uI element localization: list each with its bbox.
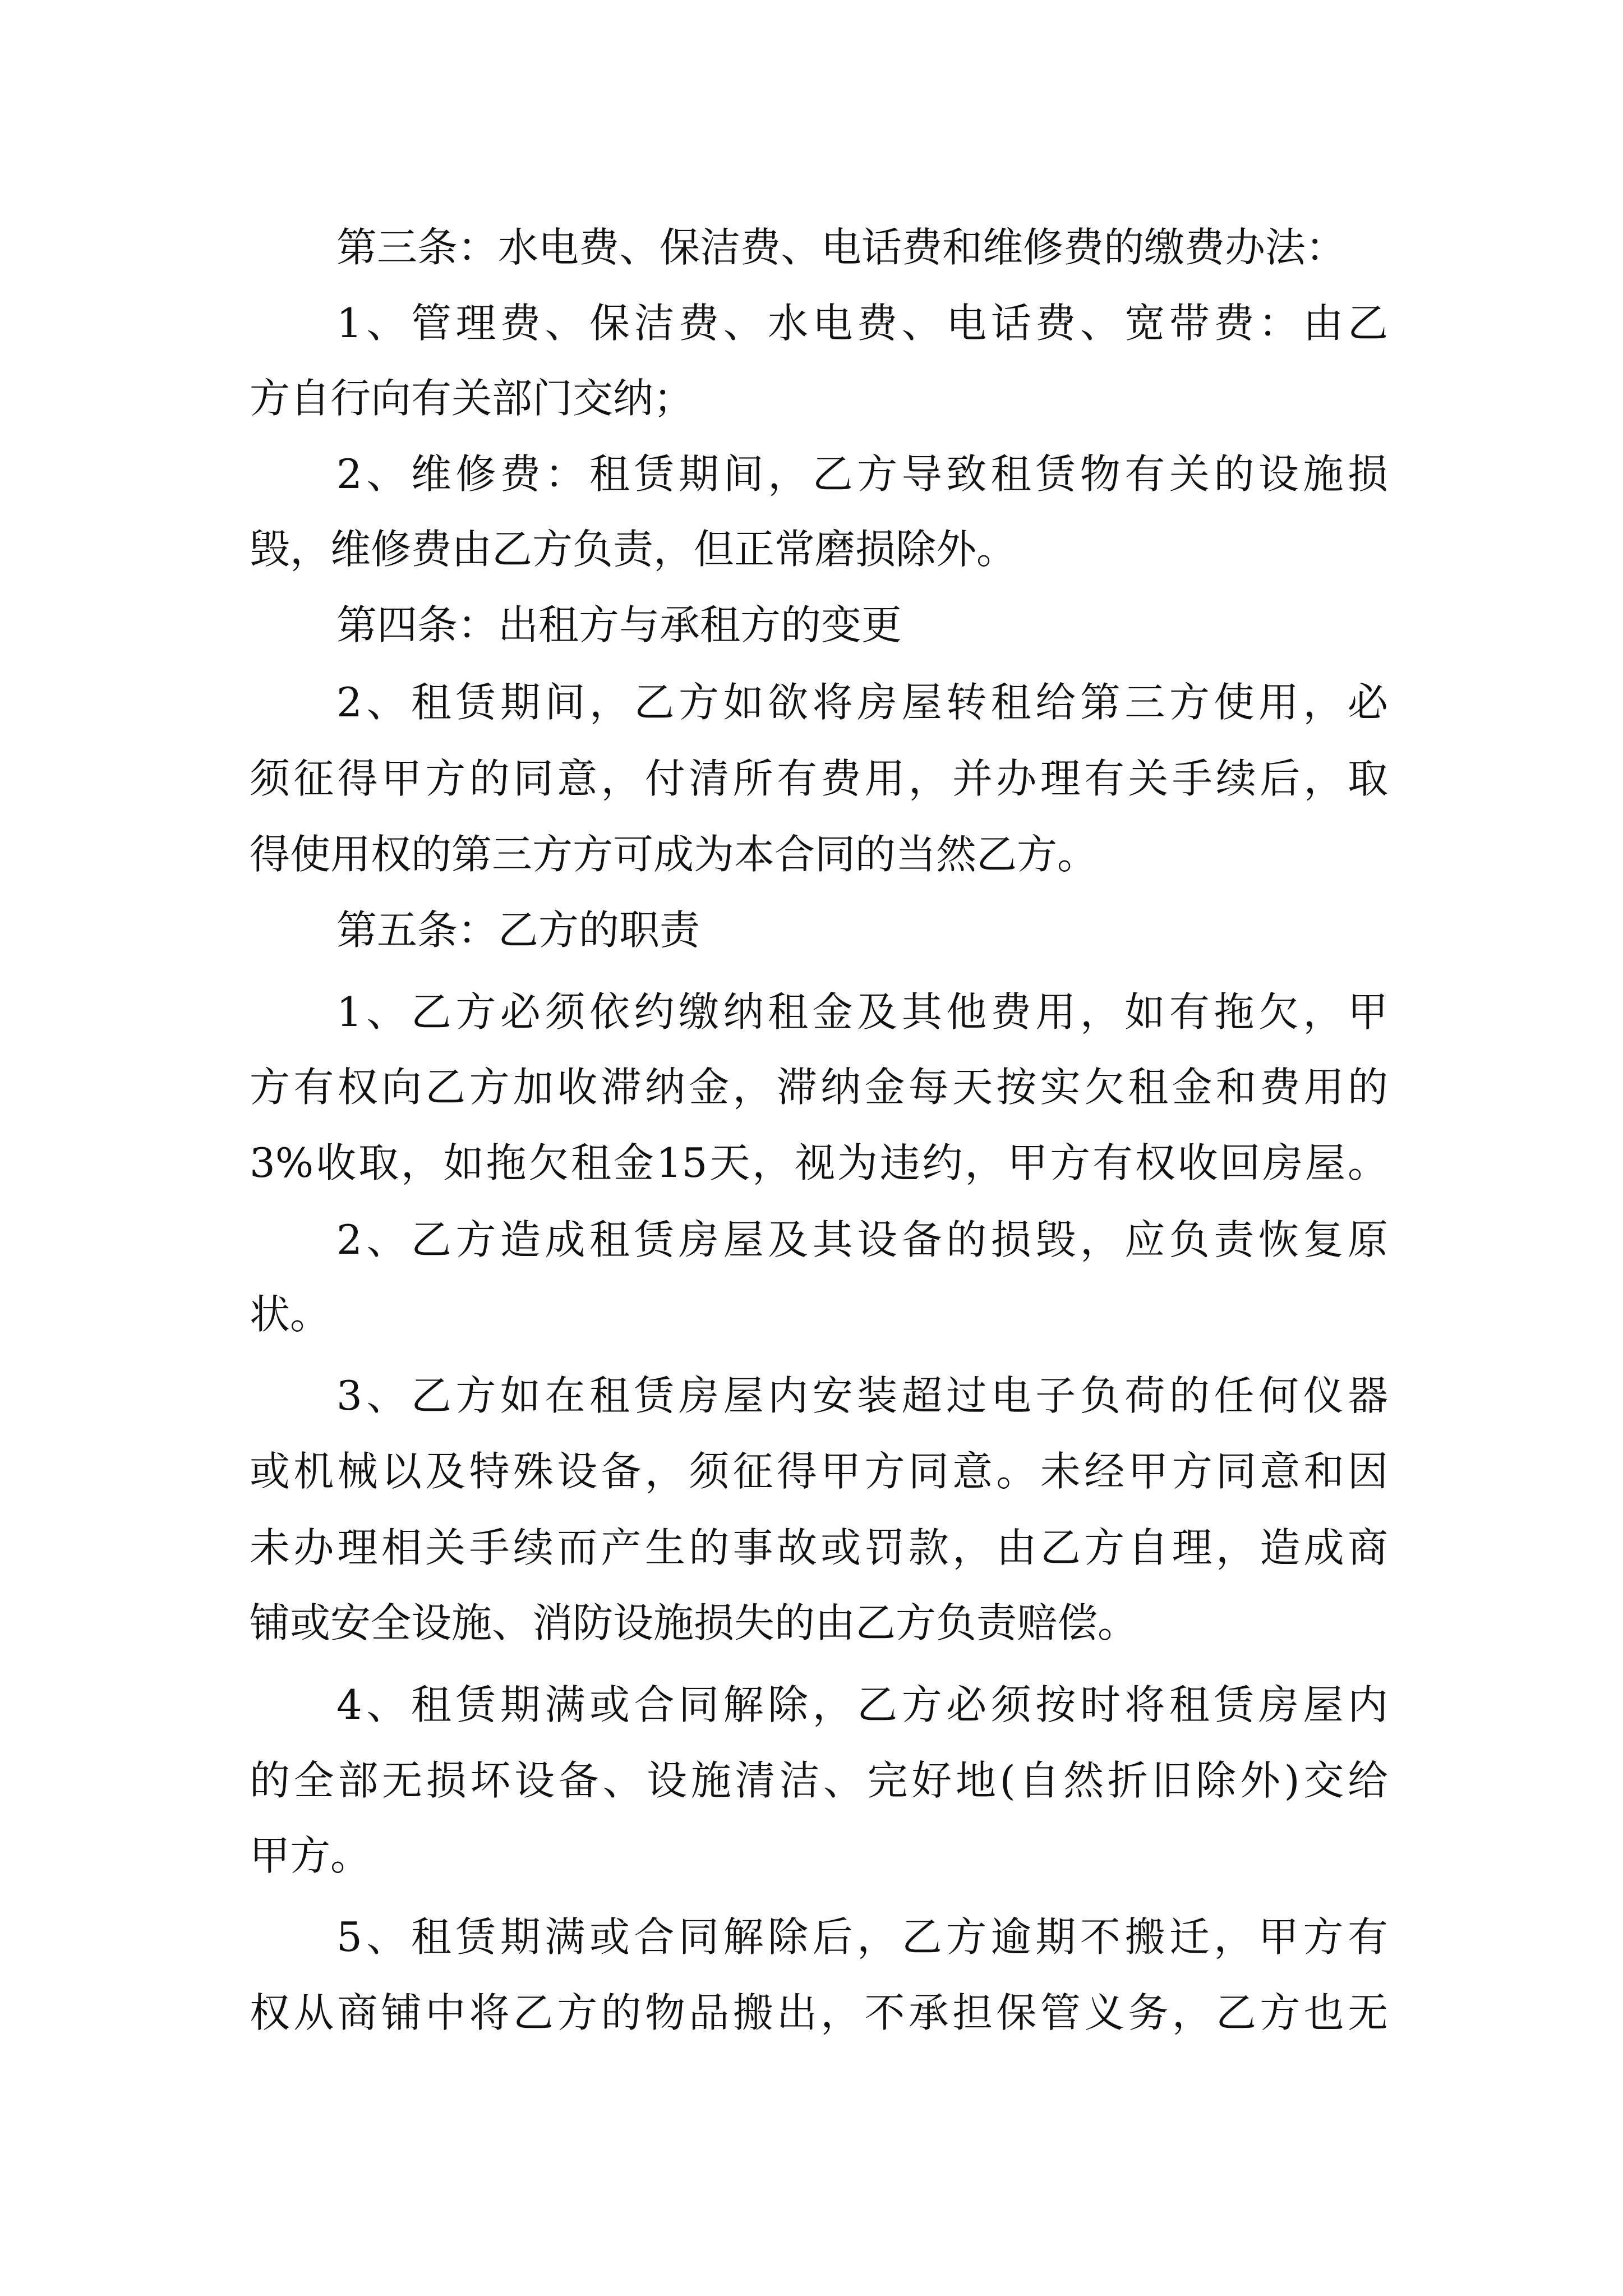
text-line: 方自行向有关部门交纳； [250, 375, 694, 422]
text-line: 毁，维修费由乙方负责，但正常磨损除外。 [250, 526, 1017, 573]
article-4-heading: 第四条：出租方与承租方的变更 [336, 601, 902, 648]
text-line: 3、乙方如在租赁房屋内安装超过电子负荷的任何仪器 [336, 1372, 1388, 1419]
text-line: 的全部无损坏设备、设施清洁、完好地(自然折旧除外)交给 [250, 1757, 1388, 1804]
text-line: 甲方。 [250, 1832, 371, 1879]
text-line: 未办理相关手续而产生的事故或罚款，由乙方自理，造成商 [250, 1524, 1388, 1571]
text-line: 铺或安全设施、消防设施损失的由乙方负责赔偿。 [250, 1599, 1138, 1646]
text-line: 状。 [250, 1291, 331, 1338]
text-line: 2、维修费：租赁期间，乙方导致租赁物有关的设施损 [336, 450, 1388, 498]
text-line: 5、租赁期满或合同解除后，乙方逾期不搬迁，甲方有 [336, 1913, 1388, 1961]
text-line: 3%收取，如拖欠租金15天，视为违约，甲方有权收回房屋。 [250, 1139, 1388, 1186]
text-line: 得使用权的第三方方可成为本合同的当然乙方。 [250, 831, 1098, 878]
text-line: 1、管理费、保洁费、水电费、电话费、宽带费：由乙 [336, 300, 1388, 347]
text-line: 4、租赁期满或合同解除，乙方必须按时将租赁房屋内 [336, 1681, 1388, 1728]
text-line: 权从商铺中将乙方的物品搬出，不承担保管义务，乙方也无 [250, 1989, 1388, 2036]
text-line: 方有权向乙方加收滞纳金，滞纳金每天按实欠租金和费用的 [250, 1064, 1388, 1111]
article-3-heading: 第三条：水电费、保洁费、电话费和维修费的缴费办法： [336, 224, 1347, 271]
text-line: 1、乙方必须依约缴纳租金及其他费用，如有拖欠，甲 [336, 988, 1388, 1036]
article-5-heading: 第五条：乙方的职责 [336, 907, 700, 954]
text-line: 或机械以及特殊设备，须征得甲方同意。未经甲方同意和因 [250, 1448, 1388, 1495]
text-line: 2、乙方造成租赁房屋及其设备的损毁，应负责恢复原 [336, 1216, 1388, 1263]
text-line: 须征得甲方的同意，付清所有费用，并办理有关手续后，取 [250, 755, 1388, 802]
text-line: 2、租赁期间，乙方如欲将房屋转租给第三方使用，必 [336, 679, 1388, 726]
